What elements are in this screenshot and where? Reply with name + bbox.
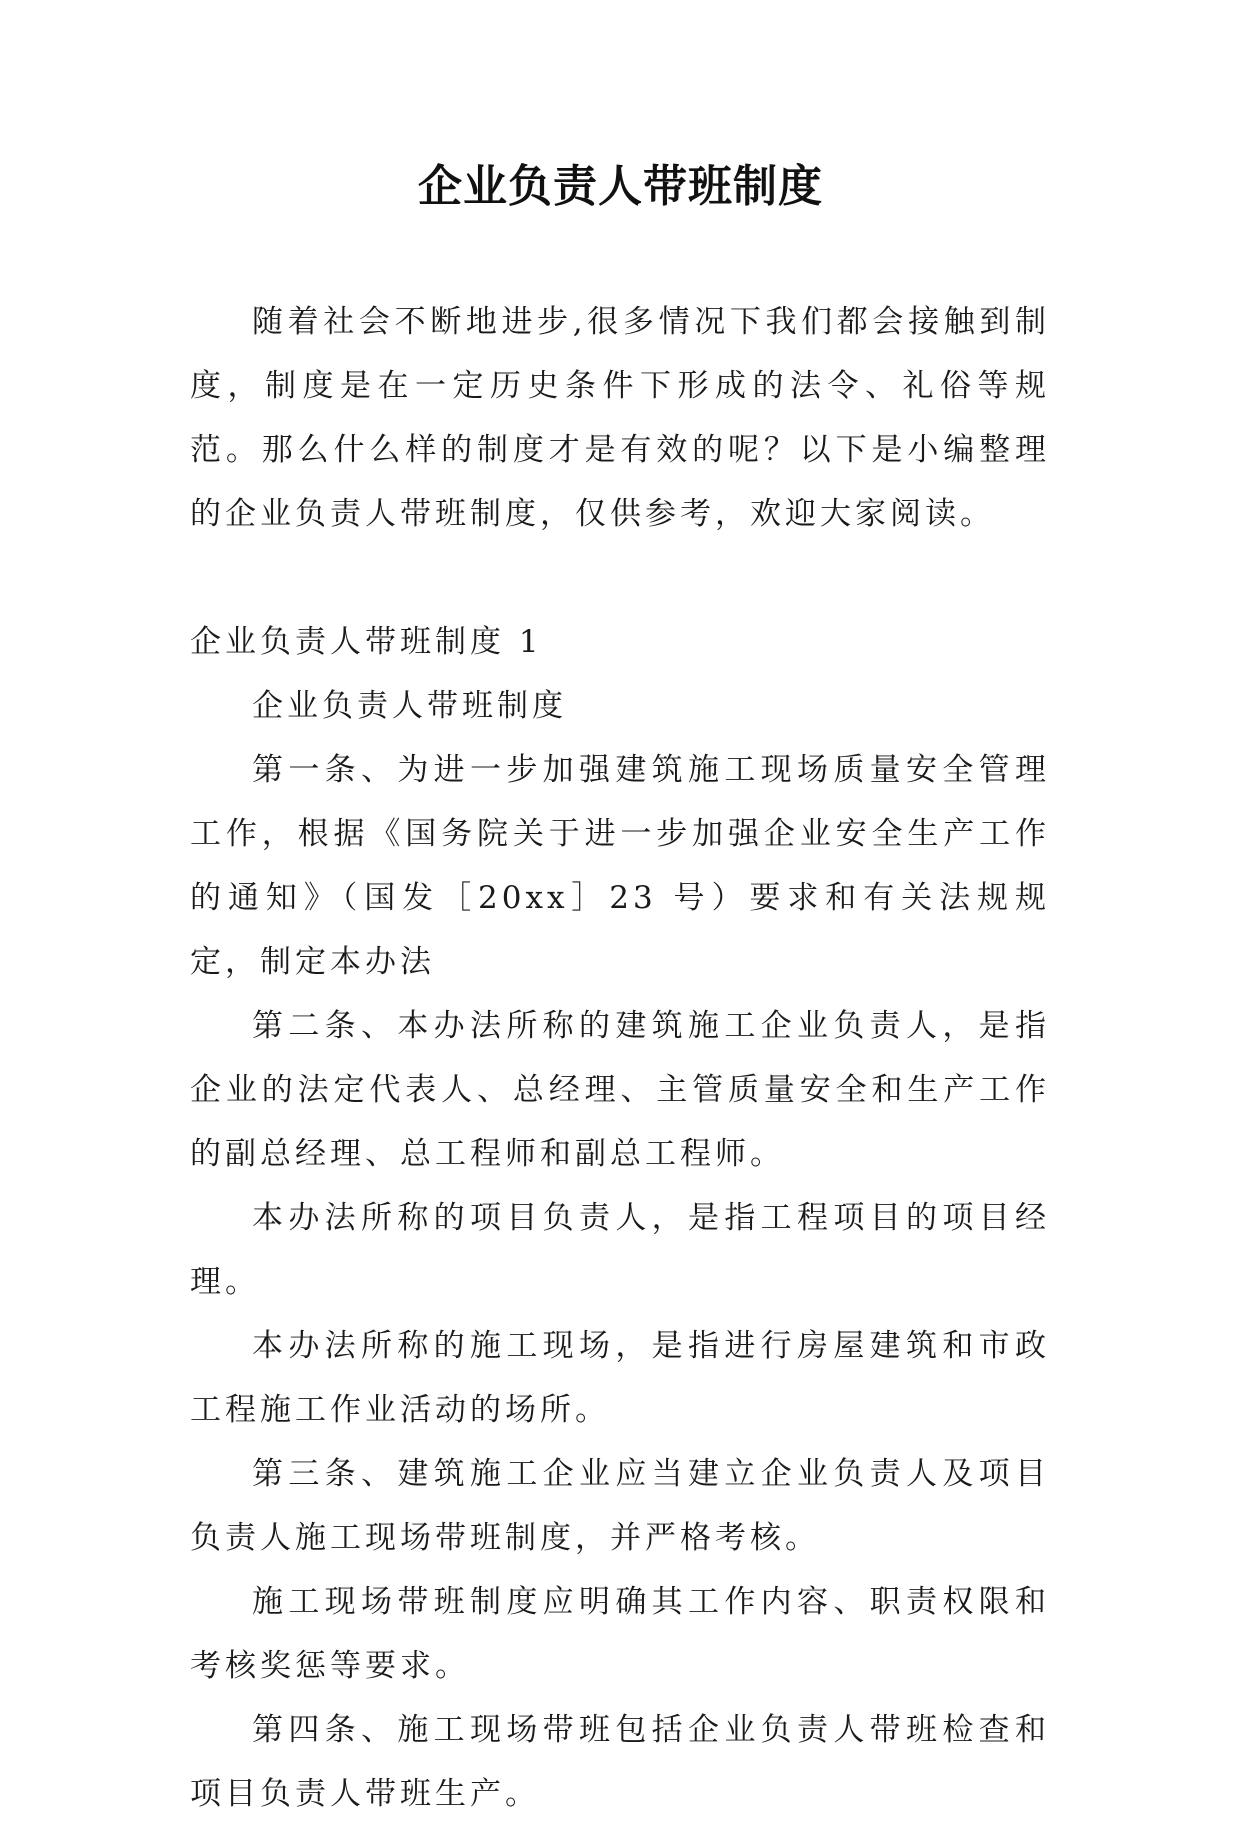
duty-system-requirements: 施工现场带班制度应明确其工作内容、职责权限和考核奖惩等要求。	[190, 1584, 1050, 1684]
article-4-paragraph: 第四条、施工现场带班包括企业负责人带班检查和项目负责人带班生产。	[190, 1712, 1050, 1812]
site-definition: 本办法所称的施工现场，是指进行房屋建筑和市政工程施工作业活动的场所。	[190, 1328, 1050, 1428]
article-1-paragraph: 第一条、为进一步加强建筑施工现场质量安全管理工作，根据《国务院关于进一步加强企业安全生产工作的通知》（国发［20xx］23 号）要求和有关法规规定，制定本办法	[190, 752, 1050, 980]
document-body	[190, 290, 1050, 1826]
article-3-paragraph: 第三条、建筑施工企业应当建立企业负责人及项目负责人施工现场带班制度，并严格考核。	[190, 1456, 1050, 1556]
article-2-paragraph: 第二条、本办法所称的建筑施工企业负责人，是指企业的法定代表人、总经理、主管质量安全和生产工作的副总经理、总工程师和副总工程师。	[190, 1008, 1050, 1172]
section-heading: 企业负责人带班制度 1	[190, 624, 543, 660]
project-leader-definition: 本办法所称的项目负责人，是指工程项目的项目经理。	[190, 1200, 1050, 1300]
document-title: 企业负责人带班制度	[418, 161, 823, 212]
section-subheading: 企业负责人带班制度	[252, 688, 567, 724]
intro-paragraph: 随着社会不断地进步,很多情况下我们都会接触到制度，制度是在一定历史条件下形成的法令、礼俗等规范。那么什么样的制度才是有效的呢？以下是小编整理的企业负责人带班制度，仅供参考，欢迎大家阅读。	[190, 304, 1050, 532]
